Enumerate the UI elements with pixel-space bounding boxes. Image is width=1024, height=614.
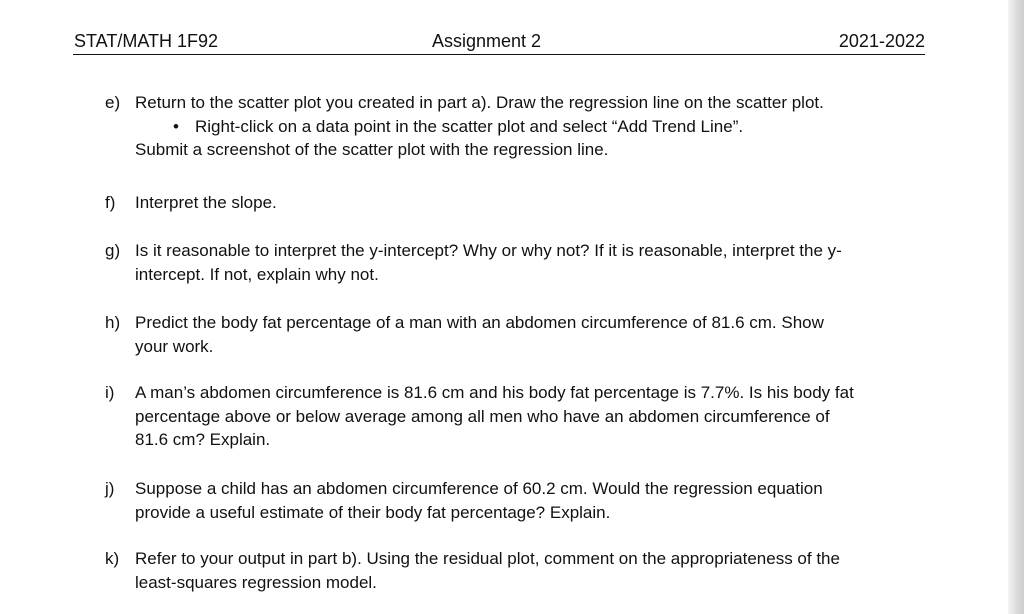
question-text (135, 239, 842, 286)
question-text (135, 191, 277, 215)
question-line: Predict the body fat percentage of a man with an abdomen circumference of 81.6 cm. Show (135, 313, 824, 332)
course-code: STAT/MATH 1F92 (74, 31, 219, 51)
question-line: Refer to your output in part b). Using the residual plot, comment on the appropriateness of the (135, 549, 840, 568)
question-line: Submit a screenshot of the scatter plot with the regression line. (135, 140, 609, 159)
question-label: k) (105, 549, 120, 568)
bullet-item (135, 115, 824, 139)
question-line: Suppose a child has an abdomen circumference of 60.2 cm. Would the regression equation (135, 479, 823, 498)
question-label: e) (105, 93, 121, 112)
question-text (135, 477, 823, 524)
question-line: least-squares regression model. (135, 572, 377, 592)
bullet-icon: • (173, 116, 179, 136)
question-line: A man’s abdomen circumference is 81.6 cm and his body fat percentage is 7.7%. Is his body fat (135, 383, 854, 402)
question-line: provide a useful estimate of their body fat percentage? Explain. (135, 502, 611, 522)
page-edge-shadow (1008, 0, 1024, 614)
assignment-title: Assignment 2 (432, 31, 542, 51)
academic-year: 2021-2022 (838, 31, 925, 51)
question-line: Return to the scatter plot you created in part a). Draw the regression line on the scatter plot. (135, 93, 824, 112)
bullet-text: Right-click on a data point in the scatter plot and select “Add Trend Line”. (195, 116, 744, 136)
question-label: f) (105, 193, 116, 212)
question-line: your work. (135, 336, 214, 356)
question-line: intercept. If not, explain why not. (135, 264, 379, 284)
question-text (135, 311, 824, 358)
question-label: i) (105, 383, 115, 402)
question-line: percentage above or below average among all men who have an abdomen circumference of (135, 406, 830, 426)
question-text (135, 91, 824, 162)
question-line: Is it reasonable to interpret the y-intercept? Why or why not? If it is reasonable, interpret the y- (135, 241, 842, 260)
page-header (73, 30, 925, 55)
question-line: Interpret the slope. (135, 193, 277, 212)
question-label: j) (105, 479, 115, 498)
question-line: 81.6 cm? Explain. (135, 430, 271, 449)
question-label: g) (105, 241, 121, 260)
question-text (135, 547, 840, 594)
question-text (135, 381, 854, 452)
question-label: h) (105, 313, 121, 332)
